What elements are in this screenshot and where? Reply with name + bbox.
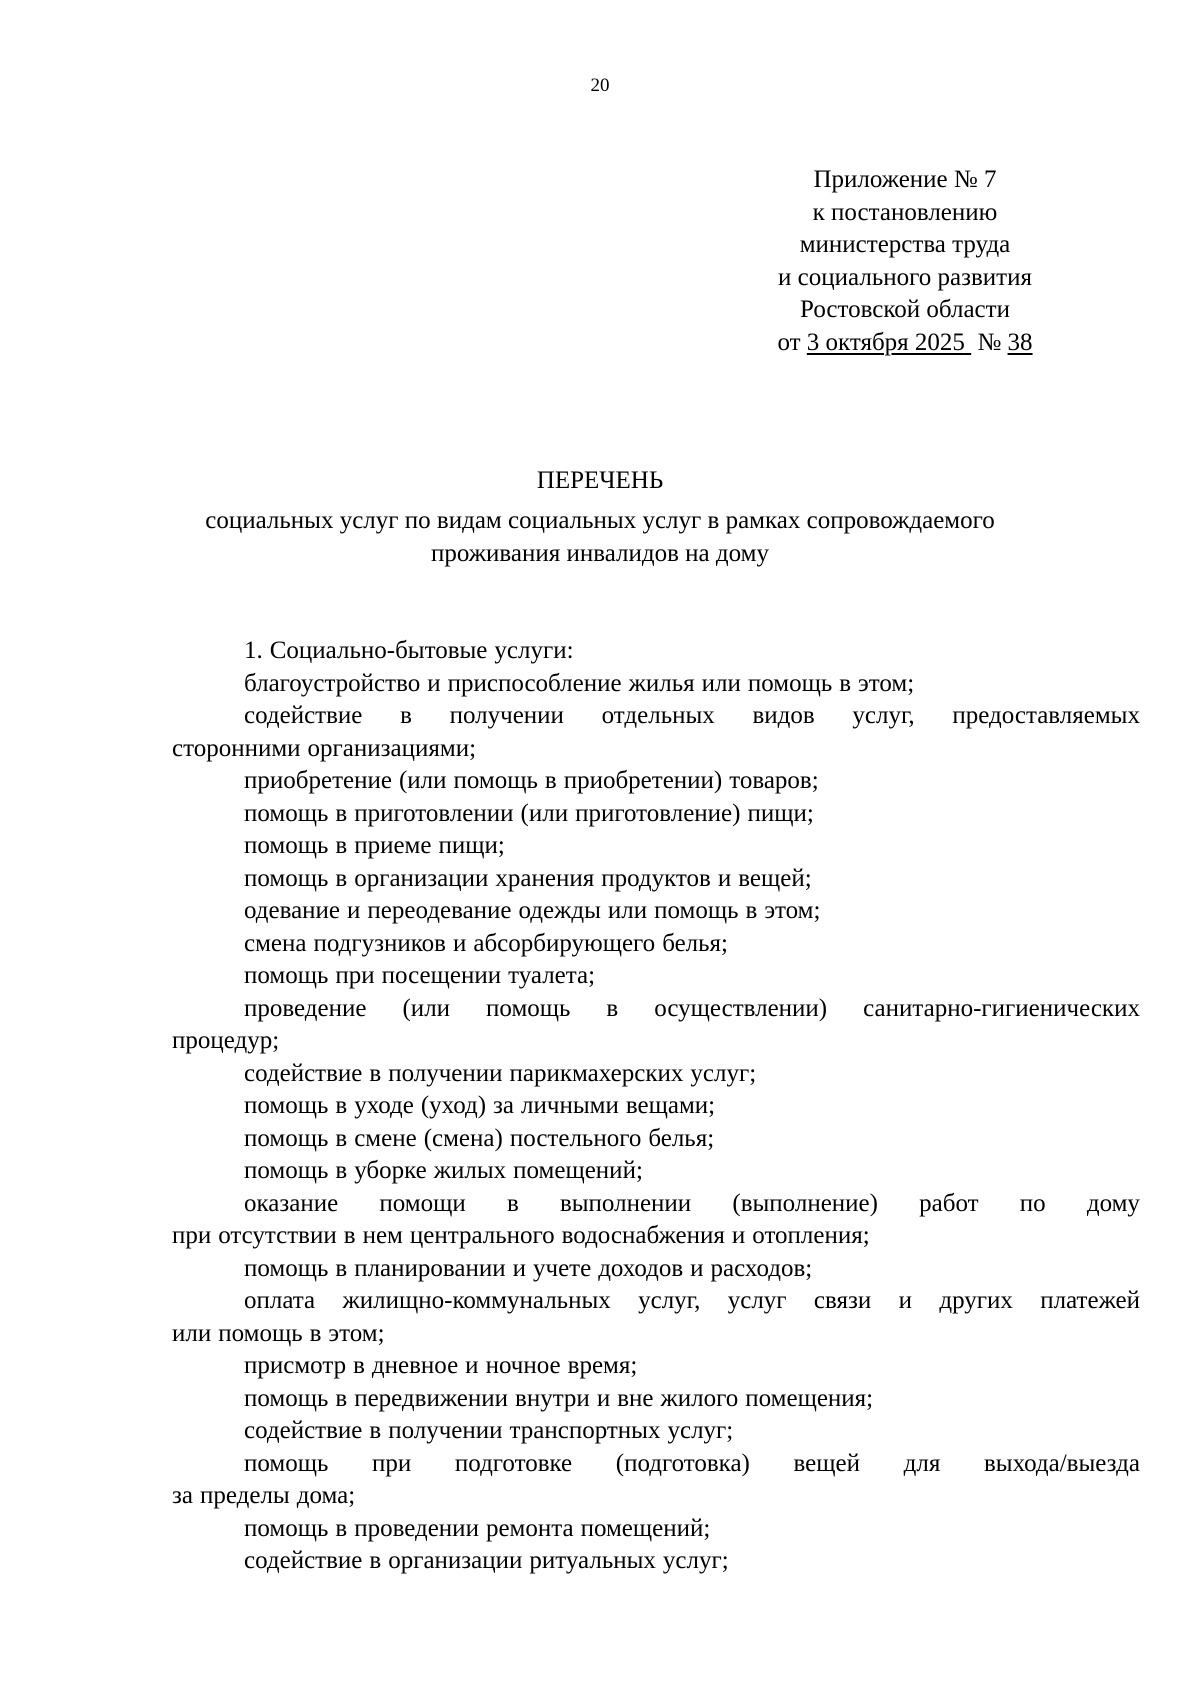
appendix-line: Приложение № 7 xyxy=(813,166,997,193)
text-line: содействие в получении отдельных видов услуг, предоставляемых xyxy=(244,702,1140,729)
date-prefix: от xyxy=(777,328,801,356)
document-title: ПЕРЕЧЕНЬ xyxy=(536,467,664,494)
text-line: содействие в организации ритуальных услуг; xyxy=(244,1547,729,1574)
text-line: помощь в уходе (уход) за личными вещами; xyxy=(244,1092,716,1119)
appendix-line: Ростовской области xyxy=(800,296,1010,323)
services-list xyxy=(172,635,1140,1578)
number-prefix: № xyxy=(977,328,1002,356)
resolution-date xyxy=(807,329,971,356)
text-line: за пределы дома; xyxy=(172,1482,356,1509)
text-line: или помощь в этом; xyxy=(172,1319,385,1347)
text-line: процедур; xyxy=(172,1027,280,1054)
text-line: при отсутствии в нем центрального водоснабжения и отопления; xyxy=(172,1222,870,1249)
text-line: помощь в передвижении внутри и вне жилого помещения; xyxy=(244,1384,874,1412)
text-line: помощь в проведении ремонта помещений; xyxy=(244,1514,711,1542)
text-line: присмотр в дневное и ночное время; xyxy=(244,1352,638,1379)
text-line: сторонними организациями; xyxy=(172,734,477,762)
text-line: содействие в получении парикмахерских услуг; xyxy=(244,1059,757,1087)
text-line: помощь в смене (смена) постельного белья; xyxy=(244,1124,715,1152)
text-line: помощь в уборке жилых помещений; xyxy=(244,1157,643,1184)
text-line: оплата жилищно-коммунальных услуг, услуг связи и других платежей xyxy=(244,1287,1140,1314)
text-line: помощь в приеме пищи; xyxy=(244,832,505,859)
text-line: помощь в планировании и учете доходов и расходов; xyxy=(244,1254,813,1282)
text-line: содействие в получении транспортных услуг; xyxy=(244,1417,734,1444)
resolution-number: 38 xyxy=(1007,328,1033,356)
appendix-line: министерства труда xyxy=(799,231,1011,258)
page-number: 20 xyxy=(590,75,610,96)
appendix-line: и социального развития xyxy=(778,263,1032,291)
text-line: помощь при подготовке (подготовка) вещей для выхода/выезда xyxy=(244,1449,1140,1477)
text-line: благоустройство и приспособление жилья или помощь в этом; xyxy=(244,669,915,697)
text-line: оказание помощи в выполнении (выполнение) работ по дому xyxy=(244,1189,1140,1217)
text-line: помощь в организации хранения продуктов и вещей; xyxy=(244,864,812,892)
text-line: помощь в приготовлении (или приготовление) пищи; xyxy=(244,799,814,827)
text-line: смена подгузников и абсорбирующего белья; xyxy=(244,929,728,957)
text-line: 1. Социально-бытовые услуги: xyxy=(244,637,574,664)
resolution-date-text: 3 октября 2025 xyxy=(806,328,965,356)
appendix-date-line xyxy=(740,327,1070,360)
text-line: одевание и переодевание одежды или помощь в этом; xyxy=(244,897,821,924)
appendix-header xyxy=(740,164,1070,359)
appendix-line: к постановлению xyxy=(812,198,998,226)
text-line: помощь при посещении туалета; xyxy=(244,962,596,989)
subtitle-line: социальных услуг по видам социальных услуг в рамках сопровождаемого xyxy=(205,507,995,534)
document-subtitle xyxy=(195,505,1005,570)
text-line: приобретение (или помощь в приобретении) товаров; xyxy=(244,767,819,794)
subtitle-line: проживания инвалидов на дому xyxy=(431,539,769,567)
text-line: проведение (или помощь в осуществлении) санитарно-гигиенических xyxy=(244,994,1140,1022)
